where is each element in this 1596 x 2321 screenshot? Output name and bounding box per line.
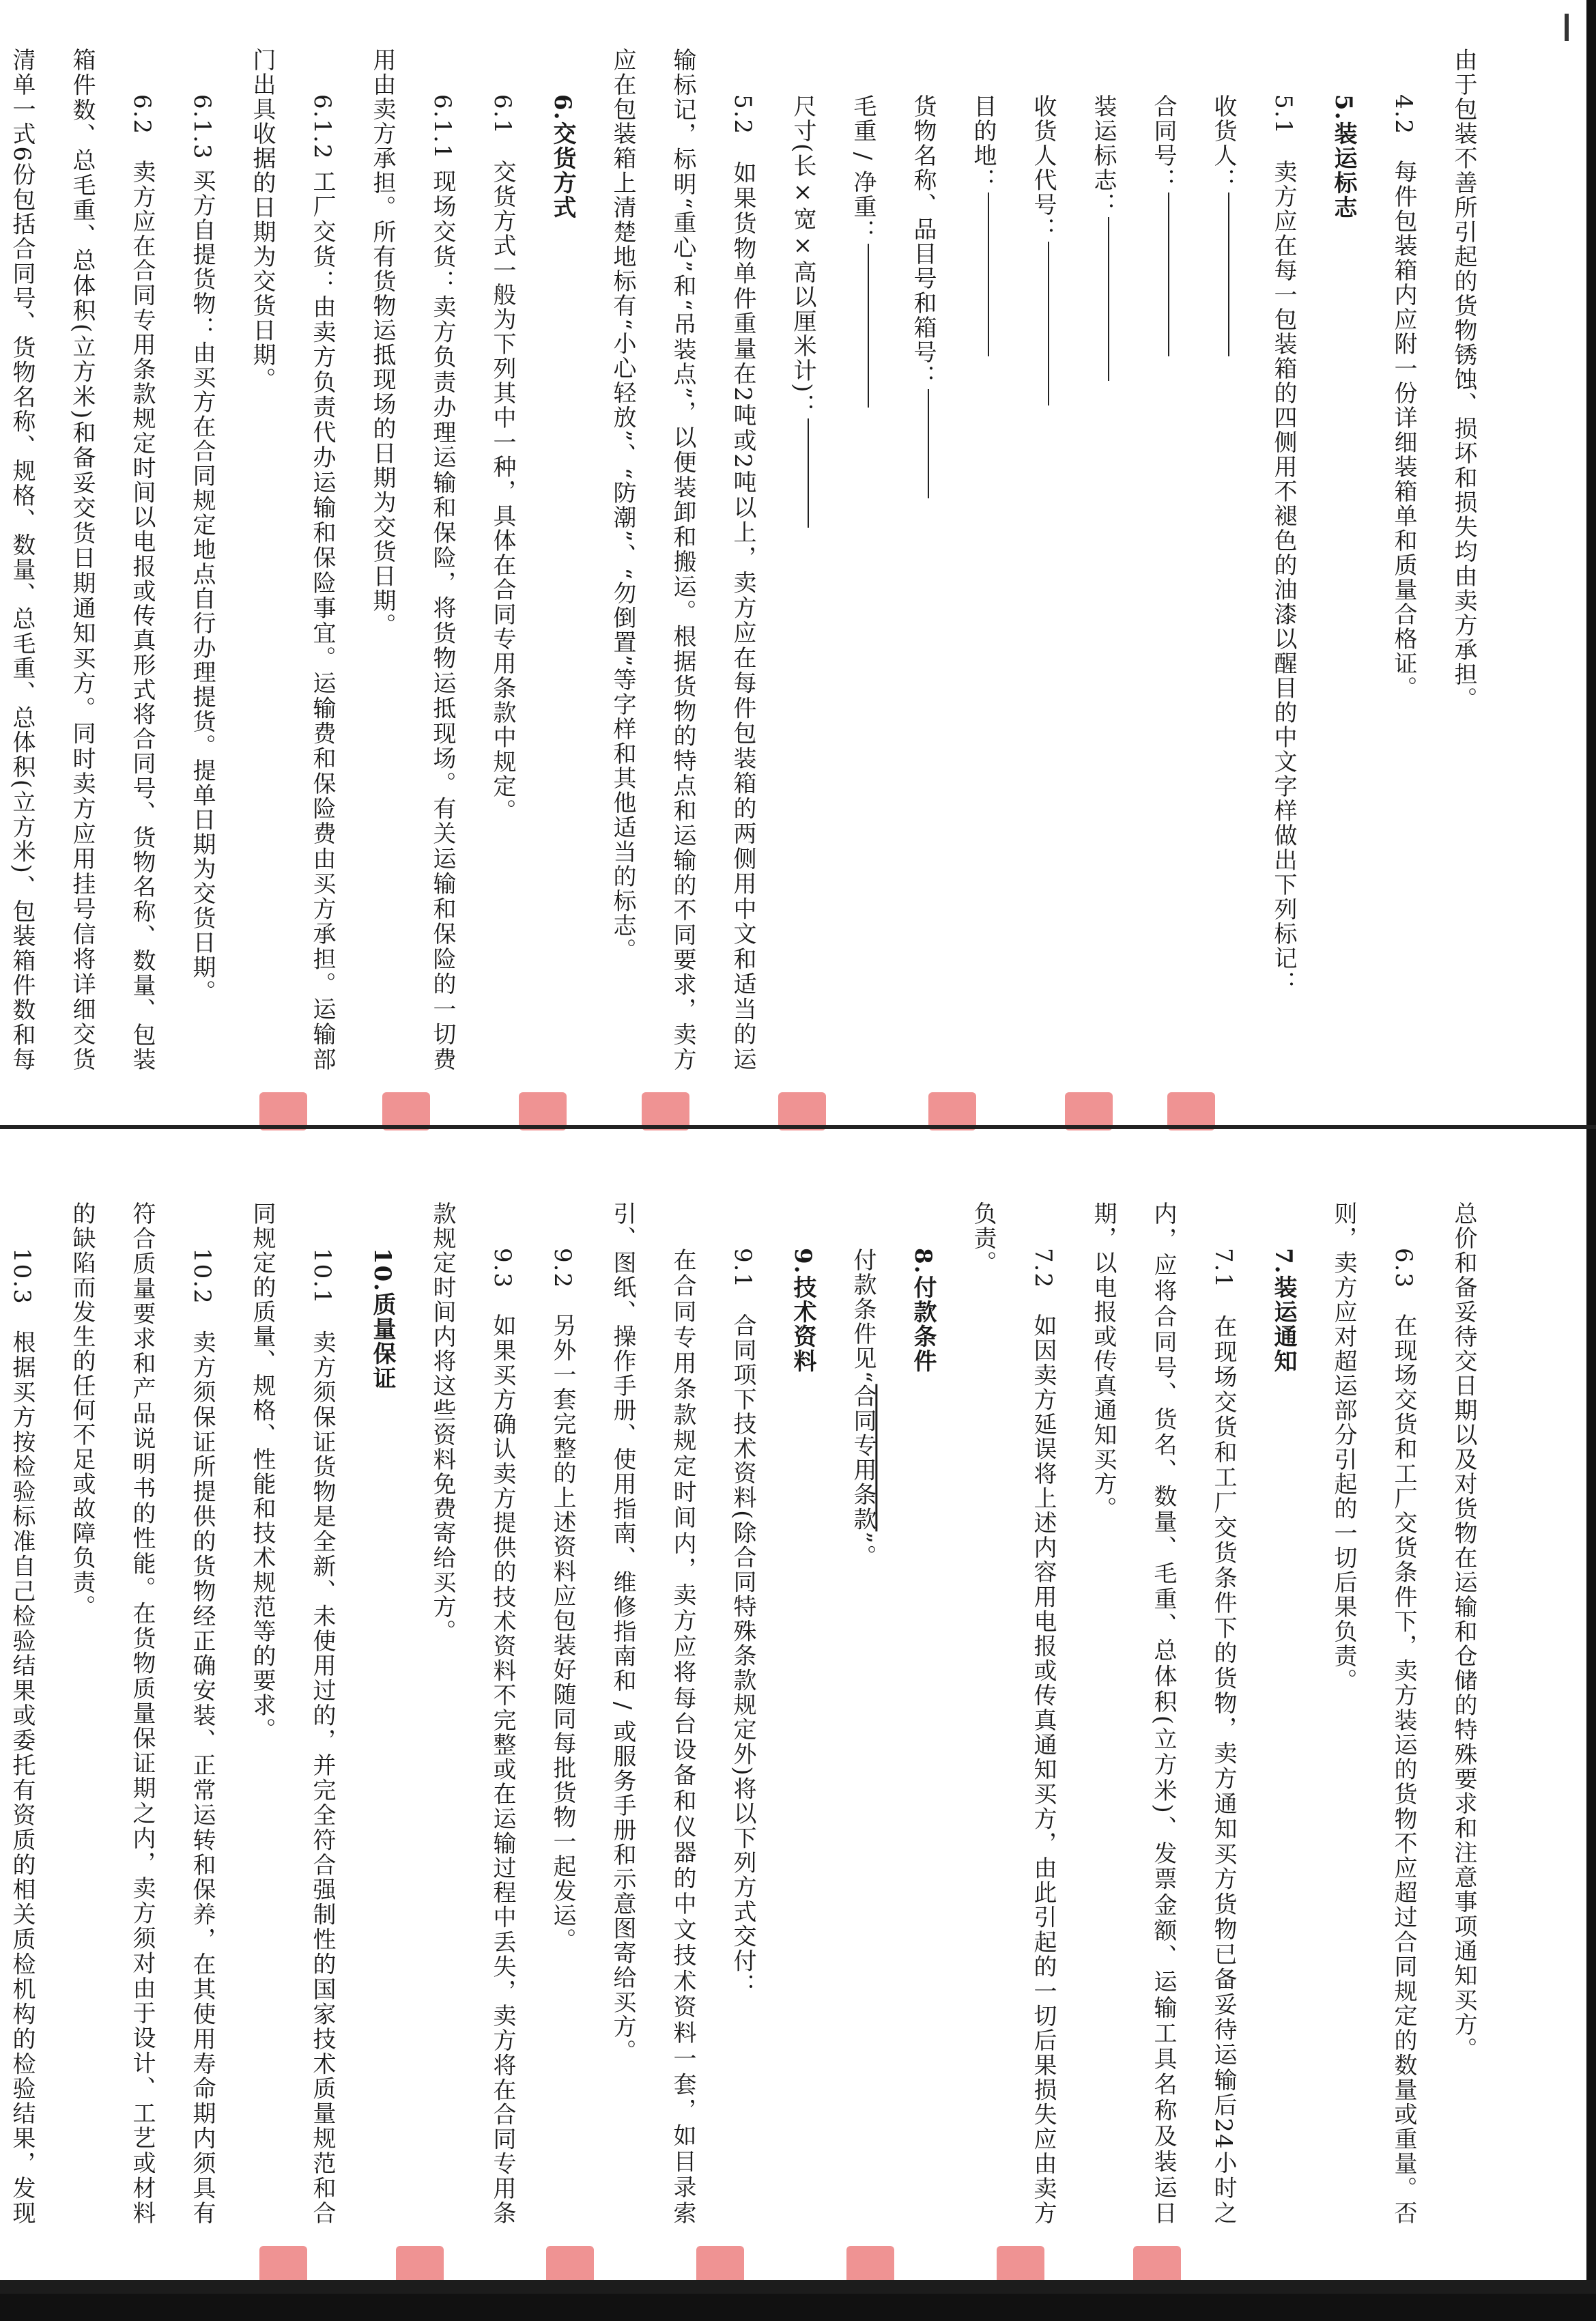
clause-6-1-1: 6.1.1 现场交货：卖方负责办理运输和保险，将货物运抵现场。有关运输和保险的一切费用由卖方承担。所有货物运抵现场的日期为交货日期。 — [369, 48, 456, 1072]
clause-6-3: 6.3 在现场交货和工厂交货条件下，卖方装运的货物不应超过合同规定的数量或重量。否则，卖方应对超运部分引起的一切后果负责。 — [1330, 1201, 1417, 2225]
clause-6-1: 6.1 交货方式一般为下列其中一种，具体在合同专用条款中规定。 — [489, 94, 516, 824]
clause-9-3: 9.3 如果买方确认卖方提供的技术资料不完整或在运输过程中丢失，卖方将在合同专用条款规定时间内将这些资料免费寄给买方。 — [429, 1201, 516, 2225]
scan-edge-bottom-thin — [0, 2280, 1596, 2294]
payment-terms: 付款条件见“合同专用条款”。 — [849, 1248, 877, 1569]
document-page-1 — [8, 48, 1494, 1072]
clause-10-2: 10.2 卖方须保证所提供的货物经正确安装、正常运转和保养，在其使用寿命期内须具有符合质量要求和产品说明书的性能。在货物质量保证期之内，卖方须对由于设计、工艺或材料的缺陷而发生的任何不足或故障负责。 — [68, 1201, 216, 2225]
section-heading-9: 9.技术资料 — [789, 1248, 816, 1373]
field-consignee-code: 收货人代号： — [1013, 48, 1073, 1072]
clause-10-3: 10.3 根据买方按检验标准自己检验结果或委托有资质的相关质检机构的检验结果，发现 — [8, 1248, 35, 2225]
clause-7-1: 7.1 在现场交货和工厂交货条件下的货物，卖方通知买方货物已备妥待运输后24小时之内，应将合同号、货名、数量、毛重、总体积(立方米)、发票金额、运输工具名称及装运日期，以电报或传真通知买方。 — [1089, 1201, 1237, 2225]
seal-stamp-strip-bottom — [259, 2246, 1215, 2284]
clause-4-2: 4.2 每件包装箱内应附一份详细装箱单和质量合格证。 — [1390, 94, 1417, 701]
paragraph: 在合同专用条款规定时间内，卖方应将每台设备和仪器的中文技术资料一套，如目录索引、图纸、操作手册、使用指南、维修指南和 / 或服务手册和示意图寄给买方。 — [609, 1201, 696, 2225]
field-weight: 毛重 / 净重： — [833, 48, 893, 1072]
paragraph: 总价和备妥待交日期以及对货物在运输和仓储的特殊要求和注意事项通知买方。 — [1450, 1201, 1477, 2062]
clause-5-1: 5.1 卖方应在每一包装箱的四侧用不褪色的油漆以醒目的中文字样做出下列标记： — [1270, 94, 1297, 996]
clause-10-1: 10.1 卖方须保证货物是全新、未使用过的，并完全符合强制性的国家技术质量规范和合同规定的质量、规格、性能和技术规范等的要求。 — [248, 1201, 336, 2225]
paragraph: 由于包装不善所引起的货物锈蚀、损坏和损失均由卖方承担。 — [1450, 48, 1477, 711]
scan-edge-right — [1586, 0, 1596, 2321]
scan-edge-bottom — [0, 2294, 1596, 2321]
field-consignee: 收货人： — [1193, 48, 1253, 1072]
field-destination: 目的地： — [953, 48, 1013, 1072]
clause-6-2: 6.2 卖方应在合同专用条款规定时间以电报或传真形式将合同号、货物名称、数量、包装箱件数、总毛重、总体积(立方米)和备妥交货日期通知买方。同时卖方应用挂号信将详细交货清单一式6份包括合同号、货物名称、规格、数量、总毛重、总体积(立方米)、包装箱件数和每 — [8, 48, 156, 1072]
clause-6-1-2: 6.1.2 工厂交货：由卖方负责代办运输和保险事宜。运输费和保险费由买方承担。运输部门出具收据的日期为交货日期。 — [248, 48, 336, 1072]
section-heading-8: 8.付款条件 — [909, 1248, 937, 1373]
clause-6-1-3: 6.1.3 买方自提货物：由买方在合同规定地点自行办理提货。提单日期为交货日期。 — [188, 94, 216, 1005]
section-heading-10: 10.质量保证 — [369, 1248, 396, 1391]
page-divider — [0, 1125, 1596, 1129]
clause-9-2: 9.2 另外一套完整的上述资料应包装好随同每批货物一起发运。 — [549, 1248, 576, 1953]
section-heading-7: 7.装运通知 — [1270, 1248, 1297, 1373]
field-contract-no: 合同号： — [1133, 48, 1193, 1072]
field-goods-name: 货物名称、品目号和箱号： — [893, 48, 953, 1072]
section-heading-5: 5.装运标志 — [1330, 94, 1357, 220]
clause-9-1: 9.1 合同项下技术资料(除合同特殊条款规定外)将以下列方式交付： — [729, 1248, 756, 1998]
field-shipping-mark: 装运标志： — [1073, 48, 1133, 1072]
clause-5-2: 5.2 如果货物单件重量在2吨或2吨以上，卖方应在每件包装箱的两侧用中文和适当的运输标记，标明“重心”和“吊装点”，以便装卸和搬运。根据货物的特点和运输的不同要求，卖方应在包装箱上清楚地标有“小心轻放”、“防潮”、“勿倒置”等字样和其他适当的标志。 — [609, 48, 756, 1072]
clause-7-2: 7.2 如因卖方延误将上述内容用电报或传真通知买方，由此引起的一切后果损失应由卖方负责。 — [969, 1201, 1057, 2225]
document-page-2 — [8, 1201, 1494, 2225]
field-dimensions: 尺寸(长×宽×高以厘米计)： — [773, 48, 833, 1072]
scan-corner-mark — [1565, 14, 1569, 41]
section-heading-6: 6.交货方式 — [549, 94, 576, 220]
